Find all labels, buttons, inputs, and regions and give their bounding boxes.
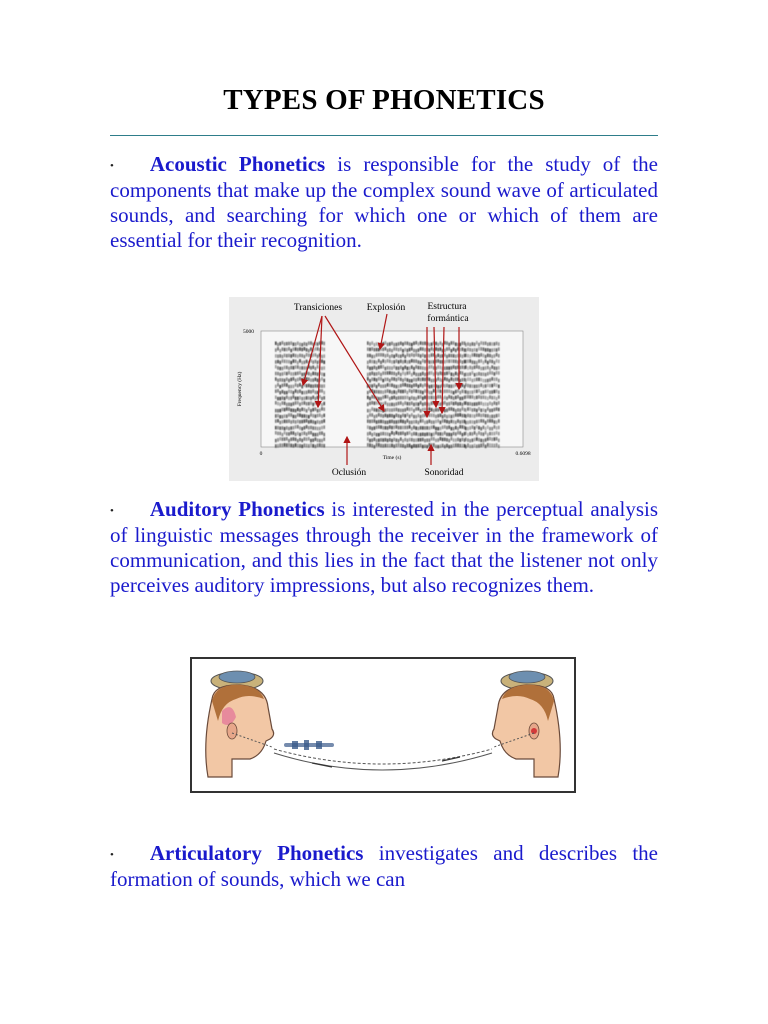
section-auditory xyxy=(110,497,658,597)
section-term: Auditory Phonetics xyxy=(149,497,325,521)
label-estructura: Estructura xyxy=(427,302,467,312)
label-transiciones: Transiciones xyxy=(293,303,343,313)
label-sonoridad: Sonoridad xyxy=(424,468,464,478)
bullet-icon: • xyxy=(110,848,114,861)
left-head-icon xyxy=(206,671,274,777)
y-max-label: 5000 xyxy=(243,329,254,335)
x-max-label: 0.6098 xyxy=(515,451,531,457)
x-min-label: 0 xyxy=(259,451,263,457)
two-heads-speaking-icon xyxy=(192,659,574,791)
spectrogram-figure xyxy=(229,297,539,481)
y-axis-label: Frequency (Hz) xyxy=(237,371,243,407)
section-text: investigates and describes the formation of sounds, which we can xyxy=(110,841,658,892)
page-title: TYPES OF PHONETICS xyxy=(223,84,545,116)
label-oclusion: Oclusión xyxy=(331,468,367,478)
section-text: is responsible for the study of the components that make up the complex sound wave of articulated sounds, and searching for which one or which of them are essential for their recognition. xyxy=(110,152,658,252)
speech-wave-icon xyxy=(284,740,334,750)
bullet-icon: • xyxy=(110,504,114,517)
section-acoustic xyxy=(110,152,658,252)
section-articulatory xyxy=(110,841,658,892)
right-head-icon xyxy=(492,671,560,777)
label-explosion: Explosión xyxy=(366,303,406,313)
communication-figure xyxy=(190,657,576,793)
spectrogram-svg xyxy=(229,297,539,481)
section-term: Articulatory Phonetics xyxy=(149,841,364,865)
title-divider xyxy=(110,135,658,136)
x-axis-label: Time (s) xyxy=(382,455,402,461)
section-text: is interested in the perceptual analysis of linguistic messages through the receiver in the framework of communication, and this lies in the fact that the listener not only perceives auditory impressions, but also recognizes them. xyxy=(110,497,659,597)
section-term: Acoustic Phonetics xyxy=(149,152,326,176)
bullet-icon: • xyxy=(110,159,114,172)
label-formantica: formántica xyxy=(427,314,469,324)
sound-wave-paths xyxy=(232,733,534,770)
